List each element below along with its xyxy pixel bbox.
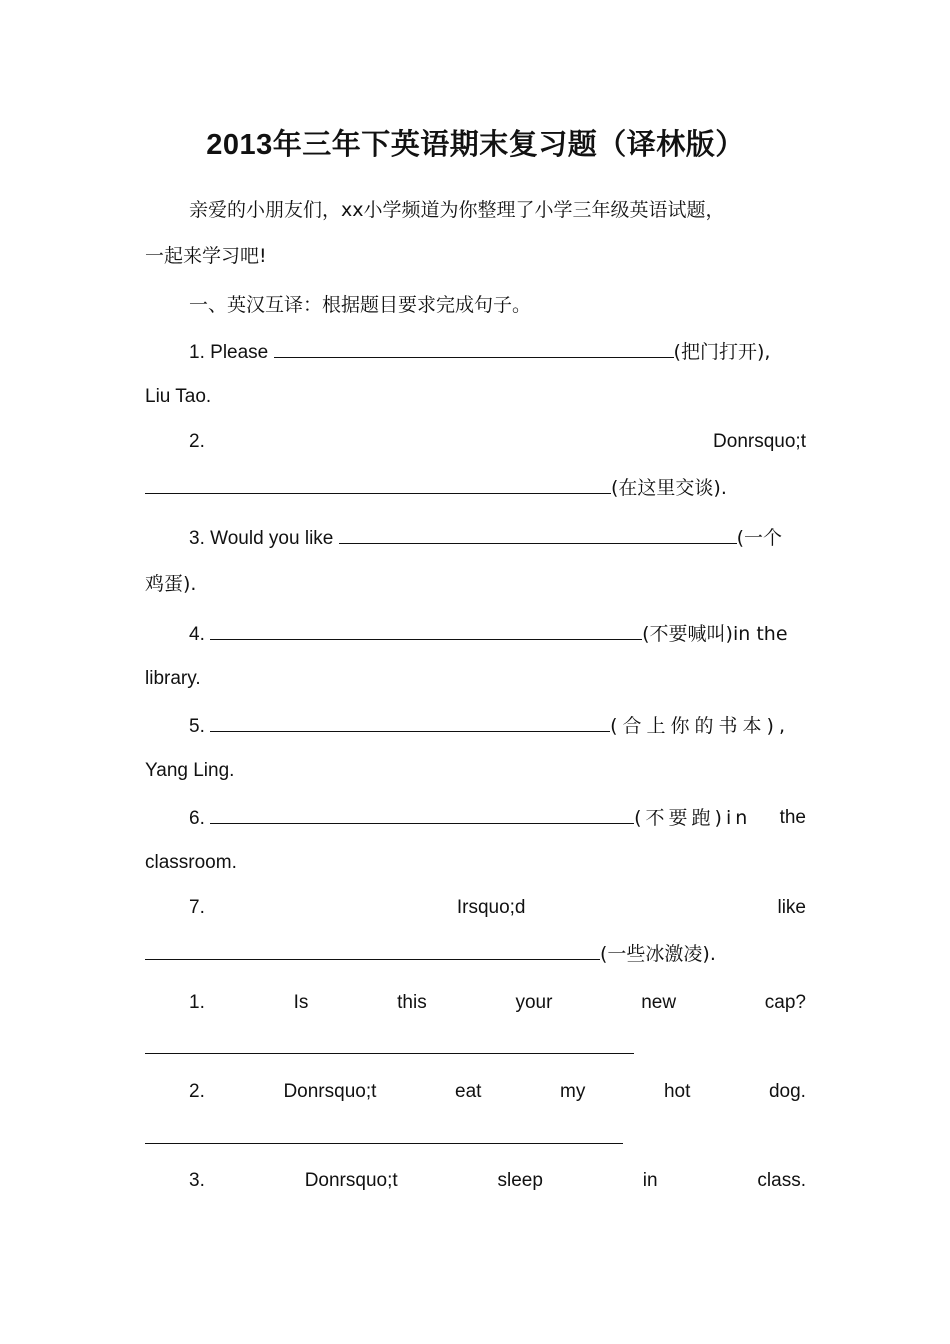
question-word: this <box>397 992 427 1013</box>
answer-blank[interactable] <box>210 713 610 732</box>
question-hint: (不要喊叫)in the <box>642 623 788 645</box>
page-title: 2013年三年下英语期末复习题（译林版） <box>206 129 745 161</box>
answer-blank[interactable] <box>210 621 642 640</box>
question-word: sleep <box>497 1170 543 1191</box>
question-number: 5. <box>189 716 205 737</box>
question-1 <box>189 339 806 366</box>
question-2-cont <box>145 475 806 502</box>
question-text: Would you like <box>210 528 334 549</box>
question-3 <box>189 525 806 552</box>
question-word: eat <box>455 1081 482 1102</box>
question-7 <box>189 895 806 921</box>
question-1-cont: Liu Tao. <box>145 386 212 407</box>
question-text: Donrsquo;t <box>713 431 806 452</box>
question-hint: (在这里交谈). <box>611 477 727 499</box>
question-word: Donrsquo;t <box>283 1081 377 1102</box>
question-word: like <box>777 897 806 918</box>
question-number: 7. <box>189 897 205 918</box>
translate-question-1 <box>189 990 806 1016</box>
answer-blank[interactable] <box>145 941 600 960</box>
question-number: 3. <box>189 1170 205 1191</box>
question-6 <box>189 805 806 832</box>
intro-line-1: 亲爱的小朋友们，xx小学频道为你整理了小学三年级英语试题， <box>189 199 725 221</box>
question-hint: (不要跑)in <box>634 807 752 829</box>
answer-blank[interactable] <box>210 805 634 824</box>
question-word: your <box>515 992 553 1013</box>
section-heading: 一、英汉互译：根据题目要求完成句子。 <box>189 294 532 316</box>
answer-blank[interactable] <box>339 525 737 544</box>
question-5-cont: Yang Ling. <box>145 760 235 781</box>
question-5 <box>189 713 806 740</box>
question-number: 2. <box>189 431 205 452</box>
question-number: 2. <box>189 1081 205 1102</box>
question-2 <box>189 429 806 455</box>
intro-line-2: 一起来学习吧! <box>145 245 267 267</box>
question-word: Is <box>293 992 309 1013</box>
question-7-cont <box>145 941 806 968</box>
translate-answer-2 <box>145 1125 806 1152</box>
question-word: hot <box>663 1081 691 1102</box>
question-hint: (一些冰激凌). <box>600 943 716 965</box>
question-text: Please <box>210 342 269 363</box>
question-word: class. <box>757 1170 806 1191</box>
question-number: 1. <box>189 992 205 1013</box>
question-word: Donrsquo;t <box>304 1170 398 1191</box>
question-word: in <box>642 1170 658 1191</box>
question-number: 4. <box>189 624 205 645</box>
answer-blank[interactable] <box>145 1125 623 1144</box>
question-number: 1. <box>189 342 205 363</box>
question-4 <box>189 621 806 648</box>
question-hint: (一个 <box>736 527 783 549</box>
answer-blank[interactable] <box>145 1035 634 1054</box>
question-number: 6. <box>189 808 205 829</box>
question-word: new <box>641 992 677 1013</box>
question-number: 3. <box>189 528 205 549</box>
translate-question-2 <box>189 1079 806 1105</box>
question-word: Irsquo;d <box>456 897 526 918</box>
answer-blank[interactable] <box>274 339 674 358</box>
question-4-cont: library. <box>145 668 201 689</box>
question-3-cont: 鸡蛋). <box>145 573 197 595</box>
translate-answer-1 <box>145 1035 806 1062</box>
question-hint: (把门打开), <box>673 341 771 363</box>
question-word: cap? <box>764 992 806 1013</box>
question-hint-end: the <box>779 807 806 828</box>
question-word: dog. <box>768 1081 806 1102</box>
translate-question-3 <box>189 1168 806 1194</box>
question-6-cont: classroom. <box>145 852 237 873</box>
question-hint: (合上你的书本), <box>610 715 791 737</box>
question-word: my <box>560 1081 586 1102</box>
answer-blank[interactable] <box>145 475 611 494</box>
